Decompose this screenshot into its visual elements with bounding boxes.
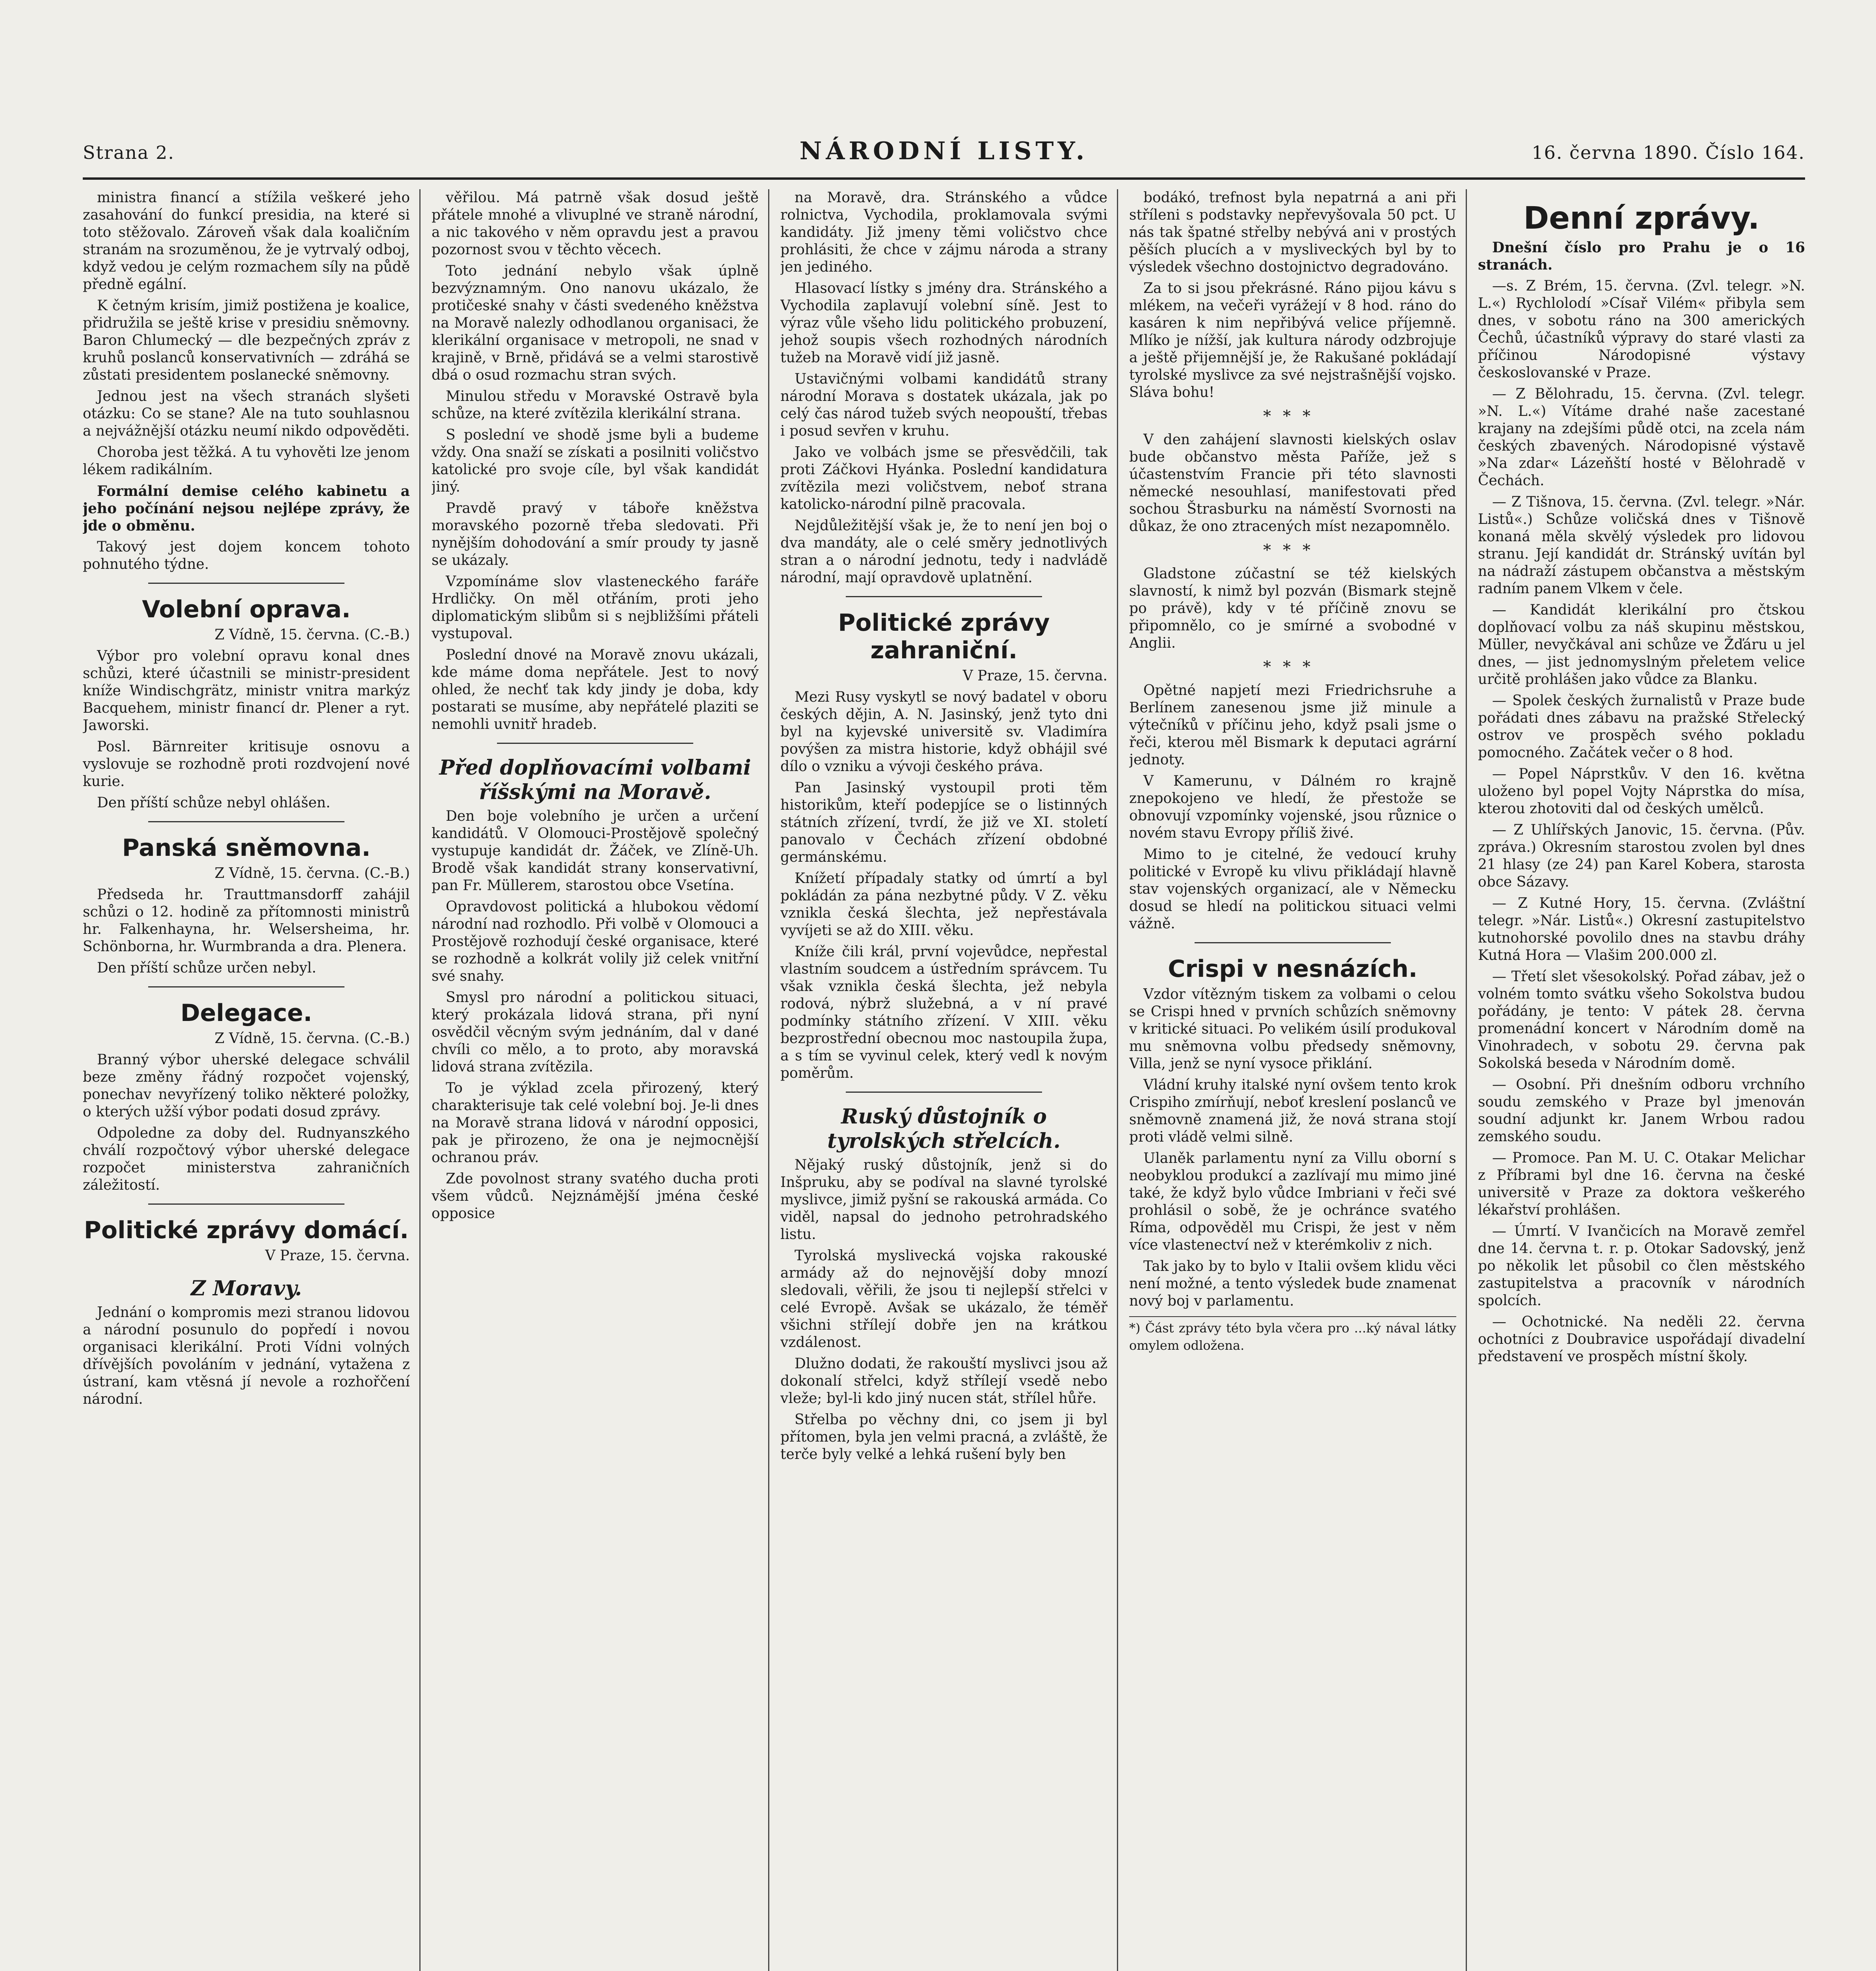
dateline: Z Vídně, 15. června. (C.-B.)	[214, 1030, 410, 1047]
paragraph: Takový jest dojem koncem tohoto pohnutého týdne.	[83, 539, 410, 572]
divider	[148, 821, 344, 822]
section-heading-doplnovaci-volby: Před doplňovacími volbami říšskými na Moravě.	[439, 756, 751, 804]
paragraph: Nejdůležitější však je, že to není jen boj o dva mandáty, ale o celé směry jednotlivých stran a o národní jednotu, tedy i nadvládě národní, mají opravdově uplatnění.	[780, 518, 1107, 586]
divider	[497, 743, 693, 744]
paragraph: bodákó, trefnost byla nepatrná a ani při stříleni s podstavky nepřevyšovala 50 pct. U nás tak špatné střelby nebývá ani v prostých pěších plucích a v mysliveckých byl by to výsledek všechno dostojnictvo degradováno.	[1129, 190, 1456, 275]
footnote: *) Část zprávy této byla včera pro ...ký nával látky omylem odložena.	[1129, 1316, 1456, 1354]
paragraph: Nějaký ruský důstojník, jenž si do Inšpruku, aby se podíval na slavné tyrolské myslivce, jimiž pyšní se rakouská armáda. Co viděl, napsal do jednoho petrohradského listu.	[780, 1157, 1107, 1243]
paragraph: Den boje volebního je určen a určení kandidátů. V Olomouci-Prostějově společný vystupuje kandidát dr. Žáček, ve Zlíně-Uh. Brodě však kandidát strany konservativní, pan Fr. Müllerem, starostou obce Vsetína.	[432, 808, 759, 894]
paragraph: Jednání o kompromis mezi stranou lidovou a národní posunulo do popředí i novou organisaci klerikální. Proti Vídni volných dřívějších povoláním v jednání, vytažena z ústraní, kam vtěsná jí nevole a rozhořčení národní.	[83, 1304, 410, 1407]
section-separator-stars: ***	[1263, 658, 1322, 676]
paragraph: Pravdě pravý v táboře kněžstva moravského pozorně třeba sledovati. Při nynějším dohodování a smír proudy ty jasně se ukázaly.	[432, 500, 759, 568]
paragraph: Opětné napjetí mezi Friedrichsruhe a Berlínem zanesenou jsme již minule a výtečníků v příčinu jeho, když psali jsme o řeči, kterou měl Bismark k deputaci agrární jednoty.	[1129, 682, 1456, 768]
section-heading-crispi: Crispi v nesnázích.	[1168, 955, 1418, 983]
dateline: V Praze, 15. června.	[265, 1248, 410, 1264]
news-item: — Kandidát klerikální pro čtskou doplňovací volbu za náš skupinu městskou, Müller, nevyčkával ani schůze ve Žďáru u jel dnes, — jist jednomyslným přeletem velice určitě prohlášen jako vůdce za Blanku.	[1478, 602, 1805, 687]
divider	[148, 583, 344, 584]
paragraph: Ulaněk parlamentu nyní za Villu oborní s neobyklou produkcí a zazlívají mu mimo jiné také, že když bylo vůdce Imbriani v řeči své prohlásil o sobě, že je ochránce svatého Ríma, odpověděl mu Crispi, že jest v něm více vlastenectví než v kterémkoliv z nich.	[1129, 1150, 1456, 1253]
paragraph: K četným krisím, jimiž postižena je koalice, přidružila se ještě krise v presidiu sněmovny. Baron Chlumecký — dle bezpečných zpráv z kruhů poslanců konservativních — zdráhá se zůstati presidentem poslanecké sněmovny.	[83, 298, 410, 383]
paragraph: Den příští schůze nebyl ohlášen.	[97, 795, 331, 811]
paragraph: Dlužno dodati, že rakouští myslivci jsou až dokonalí střelci, když střílejí vsedě nebo vleže; byl-li kdo jiný nucen stát, střílel hůře.	[780, 1356, 1107, 1407]
news-item: — Z Bělohradu, 15. června. (Zvl. telegr. »N. L.«) Vítáme drahé naše zacestané krajany na zdejšími půdě otci, na zcela nám českých zbavených. Národopisné výstavě »Na zdar« Lázeňští hosté v Bělohradě v Čechách.	[1478, 386, 1805, 489]
divider	[148, 1203, 344, 1205]
section-heading-denni-zpravy: Denní zprávy.	[1523, 201, 1760, 236]
paragraph: Zde povolnost strany svatého ducha proti všem vůdců. Nejznámější jména české opposice	[432, 1171, 759, 1222]
paragraph: věřilou. Má patrně však dosud ještě přátele mnohé a vlivuplné ve straně národní, a nic takového v něm opravdu jest a pravou pozornost svou v těchto věcech.	[432, 190, 759, 258]
section-heading-volebni-oprava: Volební oprava.	[142, 596, 351, 623]
newspaper-title: NÁRODNÍ LISTY.	[799, 136, 1089, 165]
paragraph: Den příští schůze určen nebyl.	[97, 960, 316, 976]
dateline: Z Vídně, 15. června. (C.-B.)	[214, 627, 410, 643]
paragraph: Posl. Bärnreiter kritisuje osnovu a vyslovuje se rozhodně proti rozdvojení nové kurie.	[83, 739, 410, 790]
news-item: — Z Tišnova, 15. června. (Zvl. telegr. »Nár. Listů«.) Schůze voličská dnes v Tišnově konaná měla skvělý výsledek pro lidovou stranu. Její kandidát dr. Stránský uvítán byl na nádraží zástupem občanstva a městským radním panem Vlkem v čele.	[1478, 494, 1805, 597]
page-number: Strana 2.	[83, 142, 175, 163]
divider	[148, 986, 344, 987]
paragraph: Za to si jsou překrásné. Ráno pijou kávu s mlékem, na večeři vyrážejí v 8 hod. ráno do kasáren k nim nepřibývá velice příjemně. Mlíko je nížší, jak kultura národy odzbrojuje a ještě přijemnější je, že Rakušané pokládají tyrolské myslivce za své nejstrašnější vojsko. Sláva bohu!	[1129, 280, 1456, 401]
paragraph: na Moravě, dra. Stránského a vůdce rolnictva, Vychodila, proklamovala svými kandidáty. Již jmeny těmi voličstvo chce prohlásiti, že chce v zájmu národa a strany jen jediného.	[780, 190, 1107, 275]
paragraph: Poslední dnové na Moravě znovu ukázali, kde máme doma nepřátele. Jest to nový ohled, že nechť tak kdy jindy je doba, kdy postarati se musíme, aby nepřátelé plaziti se nemohli uvnitř hradeb.	[432, 647, 759, 732]
section-heading-rusky-dustojnik: Ruský důstojník o tyrolských střelcích.	[827, 1105, 1061, 1153]
date-and-issue: 16. června 1890. Číslo 164.	[1532, 142, 1805, 163]
masthead	[83, 134, 1805, 180]
paragraph: Odpoledne za doby del. Rudnyanszkého chválí rozpočtový výbor uherské delegace rozpočet ministerstva zahraničních záležitostí.	[83, 1125, 410, 1193]
news-item: — Z Uhlířských Janovic, 15. června. (Pův. zpráva.) Okresním starostou zvolen byl dnes 21 hlasy (ze 24) pan Karel Kobera, starosta obce Sázavy.	[1478, 822, 1805, 890]
column-2	[432, 189, 769, 1971]
paragraph: Mezi Rusy vyskytl se nový badatel v oboru českých dějin, A. N. Jasinský, jenž tyto dni byl na kyjevské universitě sv. Vladimíra povýšen za mistra historie, když obhájil své dílo o vzniku a vývoji českého práva.	[780, 689, 1107, 775]
article-columns	[83, 189, 1805, 1971]
paragraph: Branný výbor uherské delegace schválil beze změny řádný rozpočet vojenský, ponechav nevyřízený toliko některé položky, o kterých užší výbor podati dosud zprávy.	[83, 1052, 410, 1120]
paragraph: S poslední ve shodě jsme byli a budeme vždy. Ona snaží se získati a posilniti voličstvo katolické pro svoje cíle, byl však kandidát jiný.	[432, 427, 759, 495]
paragraph: Vládní kruhy italské nyní ovšem tento krok Crispiho zmírňují, neboť kreslení poslanců ve sněmovně znamená již, že nová strana stojí proti vládě velmi silně.	[1129, 1077, 1456, 1145]
paragraph: Smysl pro národní a politickou situaci, který prokázala lidová strana, při nyní osvědčil věcným svým jednáním, dal v dané chvíli co mělo, a to proto, aby moravská lidová strana zvítězila.	[432, 989, 759, 1075]
paragraph: To je výklad zcela přirozený, který charakterisuje tak celé volební boj. Je-li dnes na Moravě strana lidová v národní opposici, pak je přirozeno, že ona je nejmocnější ochranou práv.	[432, 1080, 759, 1166]
lead-note: Dnešní číslo pro Prahu je o 16 stranách.	[1478, 239, 1805, 273]
news-item: —s. Z Brém, 15. června. (Zvl. telegr. »N. L.«) Rychlolodí »Císař Vilém« přibyla sem dnes, v sobotu ráno na 300 amerických Čechů, účastníků výpravy do staré vlasti za příčinou Národopisné výstavy českoslovanské v Praze.	[1478, 278, 1805, 381]
paragraph: Střelba po věchny dni, co jsem ji byl přítomen, byla jen velmi pracná, a zvláště, že terče byly velké a lehká rušení byly ben	[780, 1412, 1107, 1462]
section-heading-delegace: Delegace.	[180, 999, 313, 1027]
paragraph: Minulou středu v Moravské Ostravě byla schůze, na které zvítězila klerikální strana.	[432, 388, 759, 422]
divider	[1195, 942, 1391, 943]
news-item: — Ochotnické. Na neděli 22. června ochotníci z Doubravice uspořádají divadelní představení ve prospěch místní školy.	[1478, 1314, 1805, 1365]
paragraph: Ustavičnými volbami kandidátů strany národní Morava s dostatek ukázala, jak po celý čas národ tužeb svých neopouští, třebas i posud sevřen v kruhu.	[780, 371, 1107, 439]
paragraph: Knížetí případaly statky od úmrtí a byl pokládán za pána nezbytné půdy. V Z. věku vznikla česká šlechta, jež nepřestávala vyvíjeti se až do XIII. věku.	[780, 870, 1107, 939]
section-heading-politicke-zpravy-domaci: Politické zprávy domácí.	[84, 1217, 409, 1244]
paragraph: Pan Jasinský vystoupil proti těm historikům, kteří podepjíce se o listinných státních zřízení, tvrdí, že již ve XI. století panovalo v Čechách zřízení obdobné germánskému.	[780, 780, 1107, 865]
news-item: — Spolek českých žurnalistů v Praze bude pořádati dnes zábavu na pražské Střelecký ostrov ve prospěch svého pokladu pomocného. Začátek večer o 8 hod.	[1478, 693, 1805, 761]
paragraph: Formální demise celého kabinetu a jeho počínání nejsou nejlépe zprávy, že jde o obměnu.	[83, 483, 410, 534]
news-item: — Úmrtí. V Ivančicích na Moravě zemřel dne 14. června t. r. p. Otokar Sadovský, jenž po několik let působil co člen městského zastupitelstva a pracovník v národních spolcích.	[1478, 1223, 1805, 1309]
section-separator-stars: ***	[1263, 541, 1322, 559]
column-4	[1129, 189, 1467, 1971]
paragraph: Opravdovost politická a hlubokou vědomí národní nad rozhodlo. Při volbě v Olomouci a Prostějově rozhodují české organisace, které se rozhodně a kolkrát volily již celek vnitřní své snahy.	[432, 899, 759, 984]
subheading-z-moravy: Z Moravy.	[191, 1276, 302, 1300]
section-heading-panska-snemovna: Panská sněmovna.	[122, 834, 371, 862]
news-item: — Třetí slet všesokolský. Pořad zábav, jež o volném tomto svátku všeho Sokolstva budou pořádány, je tento: V pátek 28. června promenádní koncert v Národním domě na Vinohradech, v sobotu 29. června pak Sokolská beseda v Národním domě.	[1478, 969, 1805, 1071]
paragraph: Gladstone zúčastní se též kielských slavností, k nimž byl pozván (Bismark stejně po právě), kdy v té příčině znovu se připomnělo, co je smírné a svobodné v Anglii.	[1129, 566, 1456, 651]
column-3	[780, 189, 1118, 1971]
paragraph: Jako ve volbách jsme se přesvědčili, tak proti Záčkovi Hyánka. Poslední kandidatura zvítězila mezi voličstvem, neboť strana katolicko-národní pilně pracovala.	[780, 444, 1107, 512]
news-item: — Osobní. Při dnešním odboru vrchního soudu zemského v Praze byl jmenován soudní adjunkt kr. Janem Wrbou radou zemského soudu.	[1478, 1077, 1805, 1145]
paragraph: Vzpomínáme slov vlasteneckého faráře Hrdličky. On měl otřáním, proti jeho diplomatickým slibům si s nejbližšími přáteli vystupoval.	[432, 574, 759, 642]
paragraph: Mimo to je citelné, že vedoucí kruhy politické v Evropě ku vlivu přikládají hlavně stav vojenských organizací, ale v Německu dosud se hledí na politickou situaci velmi vážně.	[1129, 846, 1456, 932]
paragraph: Výbor pro volební opravu konal dnes schůzi, které účastnili se ministr-president kníže Windischgrätz, ministr vnitra markýz Bacquehem, ministr financí dr. Plener a ryt. Jaworski.	[83, 648, 410, 734]
paragraph: V Kamerunu, v Dálném ro krajně znepokojeno ve hledí, že přestože se obnovují vzpomínky vojenské, jsou různice o novém stavu Evropy příliš živé.	[1129, 773, 1456, 841]
section-separator-stars: ***	[1263, 407, 1322, 425]
section-heading-politicke-zpravy-zahranicni: Politické zprávy zahraniční.	[838, 609, 1050, 664]
paragraph: V den zahájení slavnosti kielských oslav bude občanstvo města Paříže, jež s účastenstvím Francie při této slavnosti německé nesouhlasí, manifestovati před sochou Štrasburku na náměstí Svornosti na důkaz, že ono ztracených míst nezapomnělo.	[1129, 432, 1456, 535]
news-item: — Promoce. Pan M. U. C. Otakar Melichar z Příbrami byl dne 16. června na české universitě v Praze za doktora veškerého lékařství prohlášen.	[1478, 1150, 1805, 1218]
column-5	[1478, 189, 1805, 1971]
dateline: Z Vídně, 15. června. (C.-B.)	[214, 865, 410, 881]
paragraph: Tak jako by to bylo v Italii ovšem klidu věci není možné, a tento výsledek bude znamenat nový boj v parlamentu.	[1129, 1258, 1456, 1309]
paragraph: Kníže čili král, první vojevůdce, nepřestal vlastním soudcem a ústředním správcem. Tu však vznikla česká šlechta, jež nebyla rodová, nýbrž služebná, a v ní pravé podmínky státního zřízení. V XIII. věku bezprostřední obecnou moc nastoupila župa, a s tím se vyvinul celek, který vedl k novým poměrům.	[780, 944, 1107, 1081]
divider	[846, 596, 1042, 597]
paragraph: Vzdor vítězným tiskem za volbami o celou se Crispi hned v prvních schůzích sněmovny v kritické situaci. Po velikém úsilí produkoval mu sněmovna volbu předsedy sněmovny, Villa, jenž se nyní vysoce přiklání.	[1129, 986, 1456, 1072]
paragraph: Hlasovací lístky s jmény dra. Stránského a Vychodila zaplavují volební síně. Jest to výraz vůle všeho lidu politického probuzení, jehož soupis všech rozhodných národních tužeb na Moravě vidí již jasně.	[780, 280, 1107, 366]
paragraph: Choroba jest těžká. A tu vyhověti lze jenom lékem radikálním.	[83, 444, 410, 478]
paragraph: Jednou jest na všech stranách slyšeti otázku: Co se stane? Ale na tuto souhlasnou a nejvážnější otázku neumí nikdo odpověděti.	[83, 388, 410, 439]
column-1	[83, 189, 421, 1971]
news-item: — Popel Náprstkův. V den 16. května uloženo byl popel Vojty Náprstka do mísa, kterou zhotoviti dal od českých umělců.	[1478, 766, 1805, 817]
paragraph: Předseda hr. Trauttmansdorff zahájil schůzi o 12. hodině za přítomnosti ministrů hr. Falkenhayna, hr. Welsersheima, hr. Schönborna, hr. Wurmbranda a dra. Plenera.	[83, 887, 410, 955]
dateline: V Praze, 15. června.	[962, 668, 1107, 684]
paragraph: ministra financí a stížila veškeré jeho zasahování do funkcí presidia, na které si toto stěžovalo. Zároveň však dala koaličním stranám na srozuměnou, že je vytrvalý odboj, když vedou je celým rozmachem síly na půdě předně egální.	[83, 190, 410, 292]
divider	[846, 1092, 1042, 1093]
paragraph: Tyrolská myslivecká vojska rakouské armády až do nejnovější doby mnozí sledovali, věřili, že jsou ti nejlepší střelci v celé Evropě. Avšak se ukázalo, že téměř všichni střílejí dobře jen na krátkou vzdálenost.	[780, 1248, 1107, 1351]
news-item: — Z Kutné Hory, 15. června. (Zvláštní telegr. »Nár. Listů«.) Okresní zastupitelstvo kutnohorské povolilo dnes na stavbu dráhy Kutná Hora — Vlašim 200.000 zl.	[1478, 895, 1805, 963]
paragraph: Toto jednání nebylo však úplně bezvýznamným. Ono nanovu ukázalo, že protičeské snahy v části svedeného kněžstva na Moravě nalezly odhodlanou organisaci, že klerikální organisace v metropoli, ne snad v krajině, v Brně, přidává se a velmi starostivě dbá o osud rozmachu stran svých.	[432, 263, 759, 383]
